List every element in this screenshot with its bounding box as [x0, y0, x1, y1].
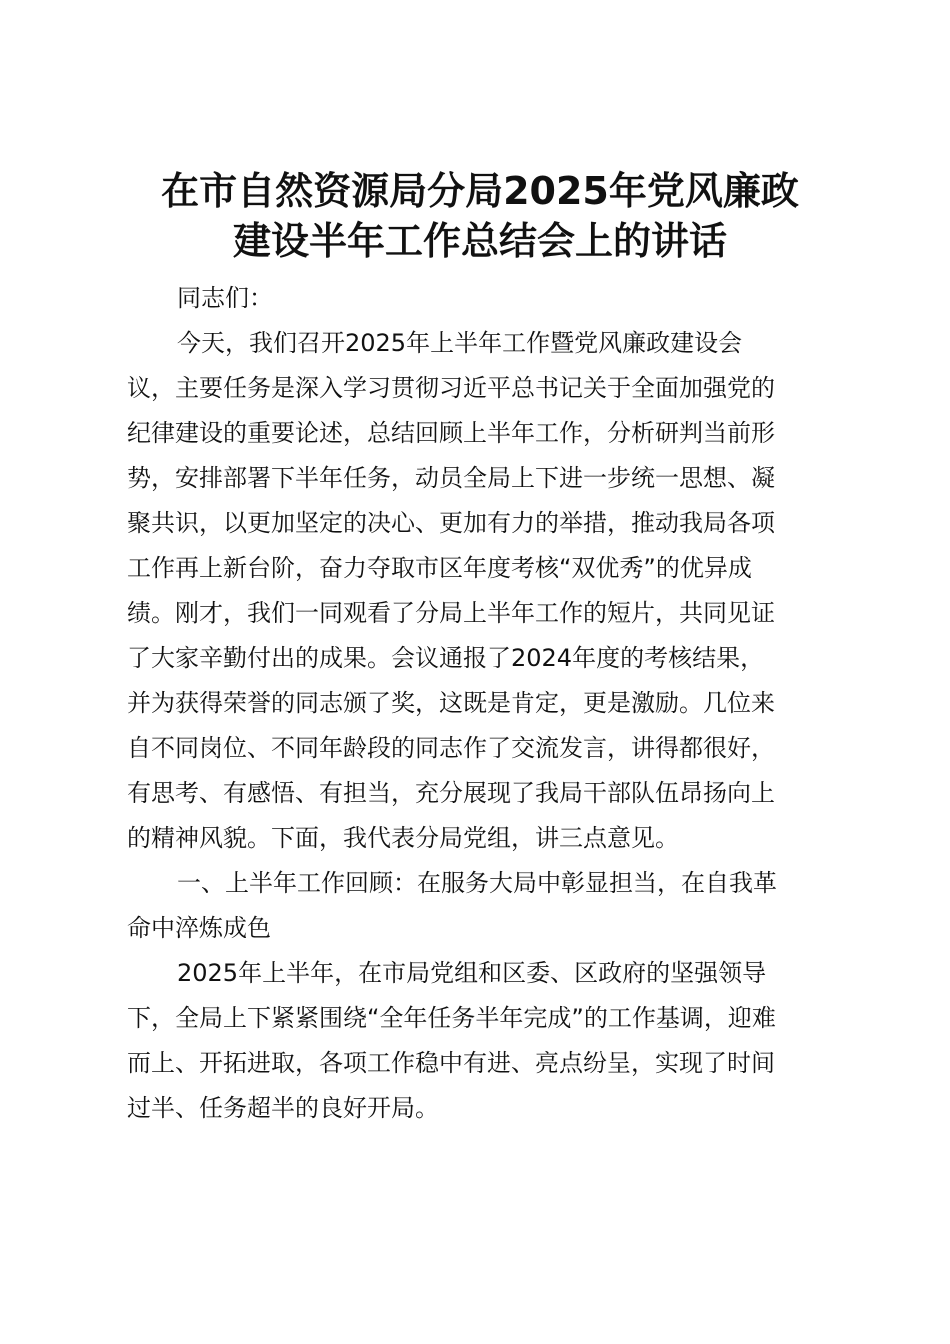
salutation [127, 276, 822, 321]
document-title [100, 166, 860, 266]
paragraph-line: 并为获得荣誉的同志颁了奖，这既是肯定，更是激励。几位来 [127, 689, 775, 717]
paragraph-line: 今天，我们召开2025年上半年工作暨党风廉政建设会 [177, 329, 743, 357]
salutation-text: 同志们： [177, 284, 273, 312]
paragraph-line: 绩。刚才，我们一同观看了分局上半年工作的短片，共同见证 [127, 599, 775, 627]
paragraph-line: 有思考、有感悟、有担当，充分展现了我局干部队伍昂扬向上 [127, 779, 775, 807]
paragraph-line: 议，主要任务是深入学习贯彻习近平总书记关于全面加强党的 [127, 374, 775, 402]
section-heading-1 [127, 861, 822, 951]
paragraph-line: 而上、开拓进取，各项工作稳中有进、亮点纷呈，实现了时间 [127, 1049, 775, 1077]
heading-line: 命中淬炼成色 [127, 914, 271, 942]
paragraph-line: 聚共识，以更加坚定的决心、更加有力的举措，推动我局各项 [127, 509, 775, 537]
paragraph-line: 的精神风貌。下面，我代表分局党组，讲三点意见。 [127, 824, 679, 852]
title-line-1: 在市自然资源局分局2025年党风廉政 [161, 169, 799, 213]
title-line-2: 建设半年工作总结会上的讲话 [232, 219, 727, 263]
paragraph-opening [127, 321, 822, 861]
heading-line: 一、上半年工作回顾：在服务大局中彰显担当，在自我革 [177, 869, 777, 897]
paragraph-line: 工作再上新台阶，奋力夺取市区年度考核“双优秀”的优异成 [127, 554, 752, 582]
document-body [127, 276, 822, 1131]
paragraph-line: 纪律建设的重要论述，总结回顾上半年工作，分析研判当前形 [127, 419, 775, 447]
paragraph-line: 自不同岗位、不同年龄段的同志作了交流发言，讲得都很好， [127, 734, 775, 762]
paragraph-line: 了大家辛勤付出的成果。会议通报了2024年度的考核结果， [127, 644, 765, 672]
paragraph-line: 2025年上半年，在市局党组和区委、区政府的坚强领导 [177, 959, 767, 987]
paragraph-line: 势，安排部署下半年任务，动员全局上下进一步统一思想、凝 [127, 464, 775, 492]
paragraph-review [127, 951, 822, 1131]
paragraph-line: 过半、任务超半的良好开局。 [127, 1094, 439, 1122]
paragraph-line: 下，全局上下紧紧围绕“全年任务半年完成”的工作基调，迎难 [127, 1004, 776, 1032]
